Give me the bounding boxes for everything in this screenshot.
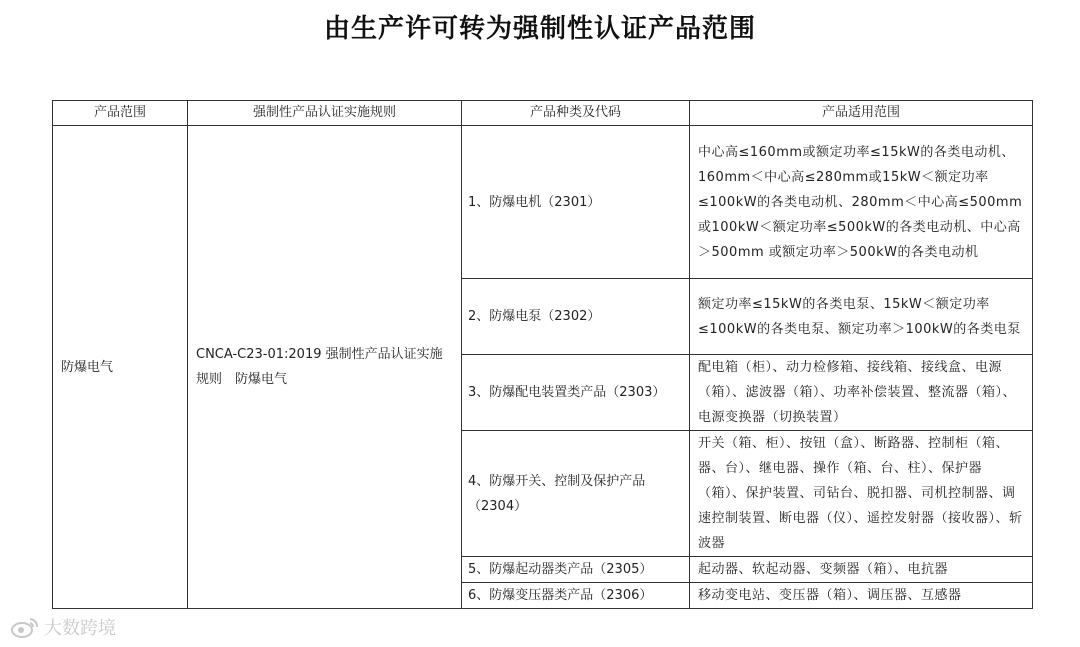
range-cell: 移动变电站、变压器（箱）、调压器、互感器	[690, 583, 1033, 609]
category-cell: 3、防爆配电装置类产品（2303）	[462, 355, 690, 431]
category-cell: 1、防爆电机（2301）	[462, 126, 690, 279]
weibo-logo-icon	[10, 615, 40, 639]
header-certification-rule: 强制性产品认证实施规则	[188, 101, 462, 126]
category-cell: 2、防爆电泵（2302）	[462, 279, 690, 355]
table-header-row	[53, 101, 1033, 126]
product-scope-cell: 防爆电气	[53, 126, 188, 609]
range-cell: 中心高≤160mm或额定功率≤15kW的各类电动机、160mm＜中心高≤280mm或15kW＜额定功率≤100kW的各类电动机、280mm＜中心高≤500mm或100kW＜额定功率≤500kW的各类电动机、中心高＞500mm 或额定功率＞500kW的各类电动机	[690, 126, 1033, 279]
header-applicable-range: 产品适用范围	[690, 101, 1033, 126]
header-category-code: 产品种类及代码	[462, 101, 690, 126]
watermark	[10, 614, 116, 640]
watermark-text: 大数跨境	[44, 618, 116, 639]
range-cell: 额定功率≤15kW的各类电泵、15kW＜额定功率≤100kW的各类电泵、额定功率＞100kW的各类电泵	[690, 279, 1033, 355]
certification-rule-cell: CNCA-C23-01:2019 强制性产品认证实施规则 防爆电气	[188, 126, 462, 609]
product-scope-table	[52, 100, 1033, 609]
range-cell: 开关（箱、柜）、按钮（盒）、断路器、控制柜（箱、器、台）、继电器、操作（箱、台、柱）、保护器（箱）、保护装置、司钻台、脱扣器、司机控制器、调速控制装置、断电器（仪）、遥控发射器（接收器）、斩波器	[690, 431, 1033, 557]
table-row	[53, 126, 1033, 279]
header-product-scope: 产品范围	[53, 101, 188, 126]
range-cell: 配电箱（柜）、动力检修箱、接线箱、接线盒、电源（箱）、滤波器（箱）、功率补偿装置、整流器（箱）、电源变换器（切换装置）	[690, 355, 1033, 431]
range-cell: 起动器、软起动器、变频器（箱）、电抗器	[690, 557, 1033, 583]
category-cell: 4、防爆开关、控制及保护产品（2304）	[462, 431, 690, 557]
category-cell: 5、防爆起动器类产品（2305）	[462, 557, 690, 583]
page-title: 由生产许可转为强制性认证产品范围	[323, 14, 756, 44]
category-cell: 6、防爆变压器类产品（2306）	[462, 583, 690, 609]
